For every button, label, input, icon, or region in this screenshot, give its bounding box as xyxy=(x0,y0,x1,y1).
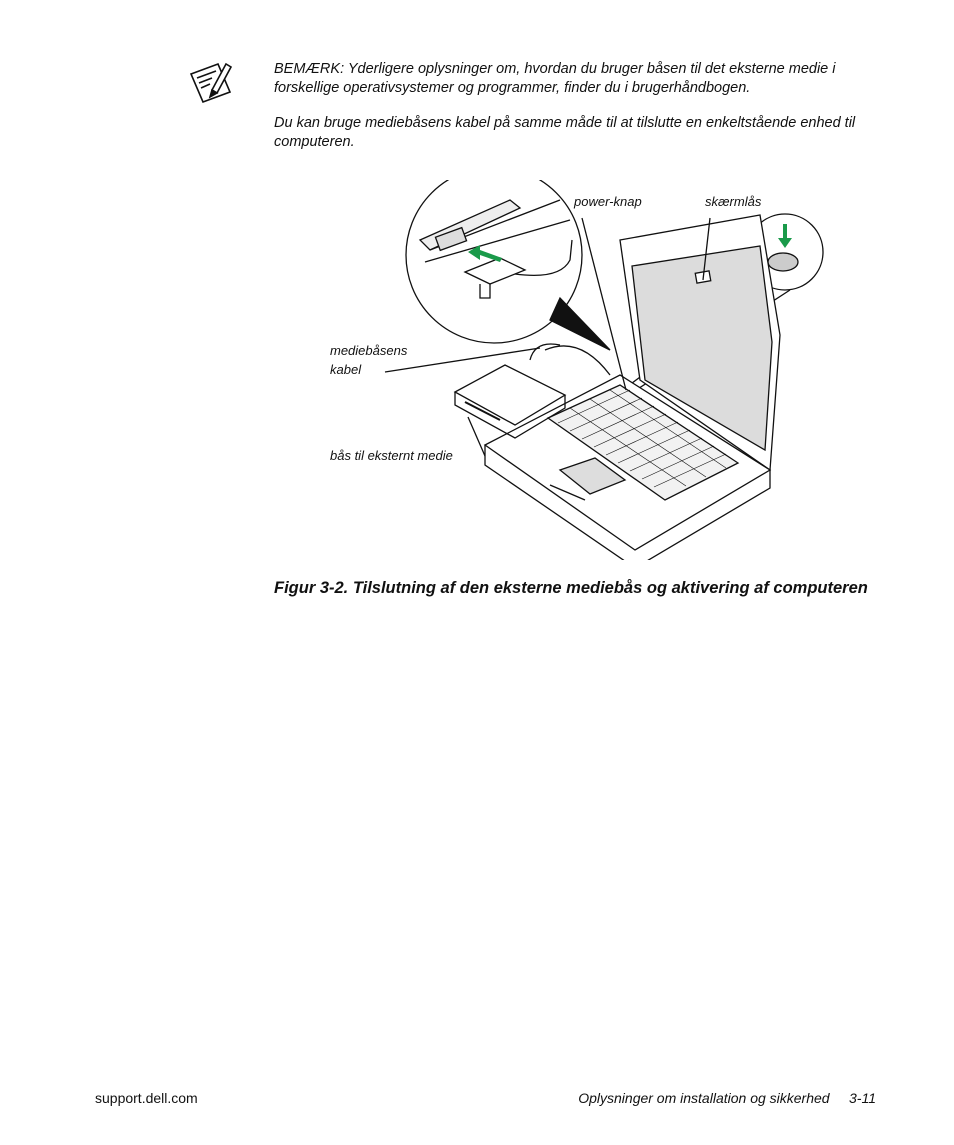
note-pencil-icon xyxy=(188,60,234,104)
laptop-illustration xyxy=(320,180,840,560)
note-text: BEMÆRK: Yderligere oplysninger om, hvordan du bruger båsen til det eksterne medie i forskellige operativsystemer og programmer, finder du i brugerhåndbogen. xyxy=(274,61,836,96)
figure-caption: Figur 3-2. Tilslutning af den eksterne mediebås og aktivering af computeren xyxy=(274,579,868,597)
figure-laptop-media-bay xyxy=(320,180,840,560)
label-screen-latch: skærmlås xyxy=(705,194,762,209)
label-cable-line2: kabel xyxy=(330,362,362,377)
footer-website: support.dell.com xyxy=(95,1090,198,1106)
label-cable-line1: mediebåsens xyxy=(330,343,408,358)
label-media-bay: bås til eksternt medie xyxy=(330,448,453,463)
footer-page-info: Oplysninger om installation og sikkerhed 3-11 xyxy=(578,1090,876,1106)
body-text: Du kan bruge mediebåsens kabel på samme måde til at tilslutte en enkeltstående enhed til computeren. xyxy=(274,115,856,150)
label-power-button: power-knap xyxy=(574,194,642,209)
